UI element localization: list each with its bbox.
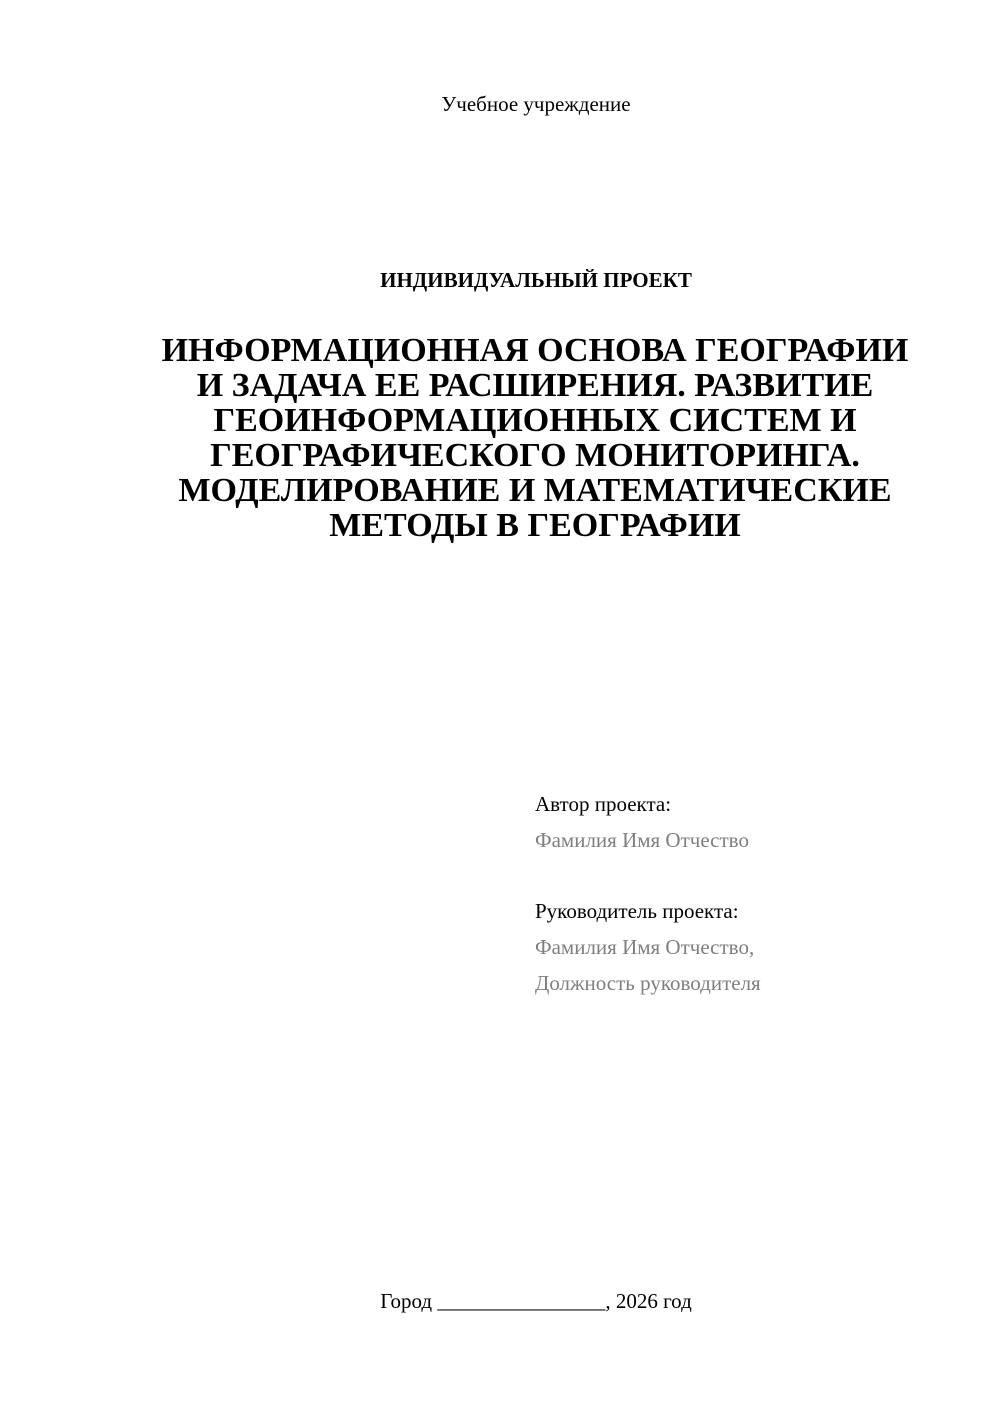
author-label: Автор проекта: <box>535 792 672 816</box>
author-name: Фамилия Имя Отчество <box>535 828 749 852</box>
author-block <box>535 786 975 858</box>
project-title: ИНФОРМАЦИОННАЯ ОСНОВА ГЕОГРАФИИ И ЗАДАЧА ЕЕ РАСШИРЕНИЯ. РАЗВИТИЕ ГЕОИНФОРМАЦИОННЫХ СИСТЕМ И ГЕОГРАФИЧЕСКОГО МОНИТОРИНГА. МОДЕЛИРОВАНИЕ И МАТЕМАТИЧЕСКИЕ МЕТОДЫ В ГЕОГРАФИИ <box>161 332 909 544</box>
supervisor-position: Должность руководителя <box>535 971 761 995</box>
supervisor-name: Фамилия Имя Отчество, <box>535 935 755 959</box>
project-type: ИНДИВИДУАЛЬНЫЙ ПРОЕКТ <box>380 268 692 292</box>
supervisor-block <box>535 893 975 1001</box>
supervisor-label: Руководитель проекта: <box>535 899 739 923</box>
city-year-line: Город ________________, 2026 год <box>380 1289 692 1313</box>
institution-name: Учебное учреждение <box>441 92 631 116</box>
